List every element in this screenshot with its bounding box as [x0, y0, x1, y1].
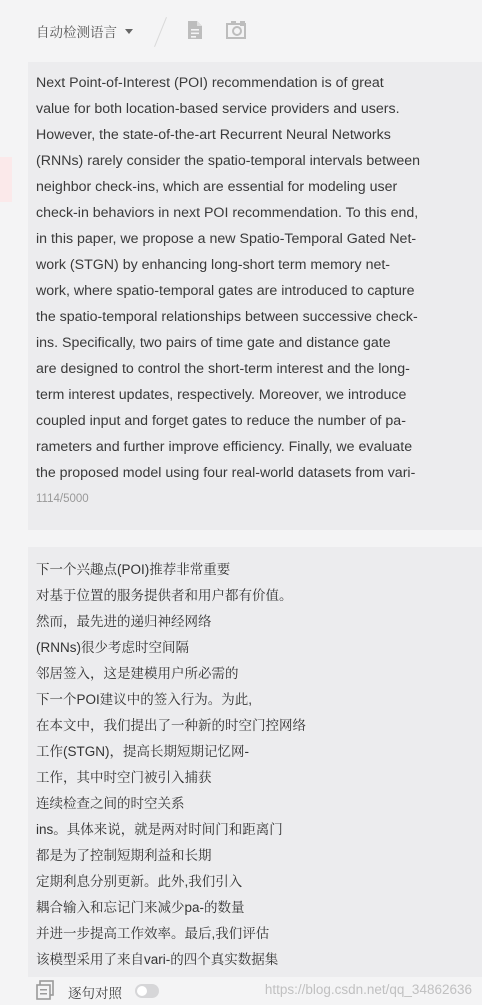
- char-count: 1114/5000: [36, 493, 89, 505]
- result-line: 并进一步提高工作效率。最后,我们评估: [36, 926, 270, 941]
- result-line: 都是为了控制短期利益和长期: [36, 848, 212, 863]
- result-line: 下一个POI建议中的签入行为。为此,: [36, 692, 253, 707]
- result-line: 工作，其中时空门被引入捕获: [36, 770, 212, 785]
- result-line: 在本文中，我们提出了一种新的时空门控网络: [36, 718, 306, 733]
- source-text-line: in this paper, we propose a new Spatio-Temporal Gated Net-: [36, 231, 417, 247]
- translation-result-panel: [28, 547, 482, 977]
- translation-result: [36, 557, 306, 973]
- toggle-knob: [137, 986, 147, 996]
- source-text-line: check-in behaviors in next POI recommendation. To this end,: [36, 205, 419, 221]
- source-text-line: coupled input and forget gates to reduce the number of pa-: [36, 413, 406, 429]
- language-select-label: 自动检测语言: [36, 25, 117, 40]
- result-line: 耦合输入和忘记门来减少pa-的数量: [36, 900, 245, 915]
- result-line: 定期利息分别更新。此外,我们引入: [36, 874, 243, 889]
- compare-toggle[interactable]: [135, 984, 159, 998]
- result-line: 工作(STGN)，提高长期短期记忆网-: [36, 744, 249, 759]
- source-text-line: rameters and further improve efficiency. Finally, we evaluate: [36, 439, 413, 455]
- toolbar-divider: [154, 17, 167, 47]
- bottom-bar: [0, 977, 482, 1005]
- source-text-line: work, where spatio-temporal gates are introduced to capture: [36, 283, 415, 299]
- source-text-line: the proposed model using four real-world datasets from vari-: [36, 465, 416, 481]
- source-text-line: are designed to control the short-term interest and the long-: [36, 361, 410, 377]
- source-text-line: Next Point-of-Interest (POI) recommendation is of great: [36, 75, 384, 91]
- source-text-line: work (STGN) by enhancing long-short term memory net-: [36, 257, 391, 273]
- result-line: 下一个兴趣点(POI)推荐非常重要: [36, 562, 231, 577]
- toolbar: [0, 0, 482, 62]
- result-line: 对基于位置的服务提供者和用户都有价值。: [36, 588, 293, 603]
- source-text-line: However, the state-of-the-art Recurrent Neural Networks: [36, 127, 391, 143]
- source-text-line: value for both location-based service providers and users.: [36, 101, 400, 117]
- result-line: (RNNs)很少考虑时空间隔: [36, 640, 189, 655]
- sentence-compare-icon[interactable]: [36, 980, 54, 1000]
- source-text[interactable]: [36, 70, 422, 486]
- result-line: 邻居签入，这是建模用户所必需的: [36, 666, 239, 681]
- result-line: 连续检查之间的时空关系: [36, 796, 185, 811]
- language-select[interactable]: [36, 20, 133, 42]
- compare-label: 逐句对照: [68, 986, 122, 1001]
- result-line: ins。具体来说，就是两对时间门和距离门: [36, 822, 283, 837]
- source-text-line: neighbor check-ins, which are essential for modeling user: [36, 179, 398, 195]
- camera-icon[interactable]: [226, 20, 244, 40]
- chevron-down-icon: [125, 29, 133, 34]
- source-text-line: (RNNs) rarely consider the spatio-temporal intervals between: [36, 153, 421, 169]
- source-text-line: ins. Specifically, two pairs of time gate and distance gate: [36, 335, 391, 351]
- result-line: 然而，最先进的递归神经网络: [36, 614, 212, 629]
- side-accent-strip: [0, 157, 12, 202]
- watermark: https://blog.csdn.net/qq_34862636: [264, 982, 472, 997]
- source-text-line: term interest updates, respectively. Moreover, we introduce: [36, 387, 407, 403]
- source-text-panel[interactable]: [28, 62, 482, 530]
- result-line: 该模型采用了来自vari-的四个真实数据集: [36, 952, 279, 967]
- document-icon[interactable]: [186, 20, 204, 40]
- source-text-line: the spatio-temporal relationships between successive check-: [36, 309, 418, 325]
